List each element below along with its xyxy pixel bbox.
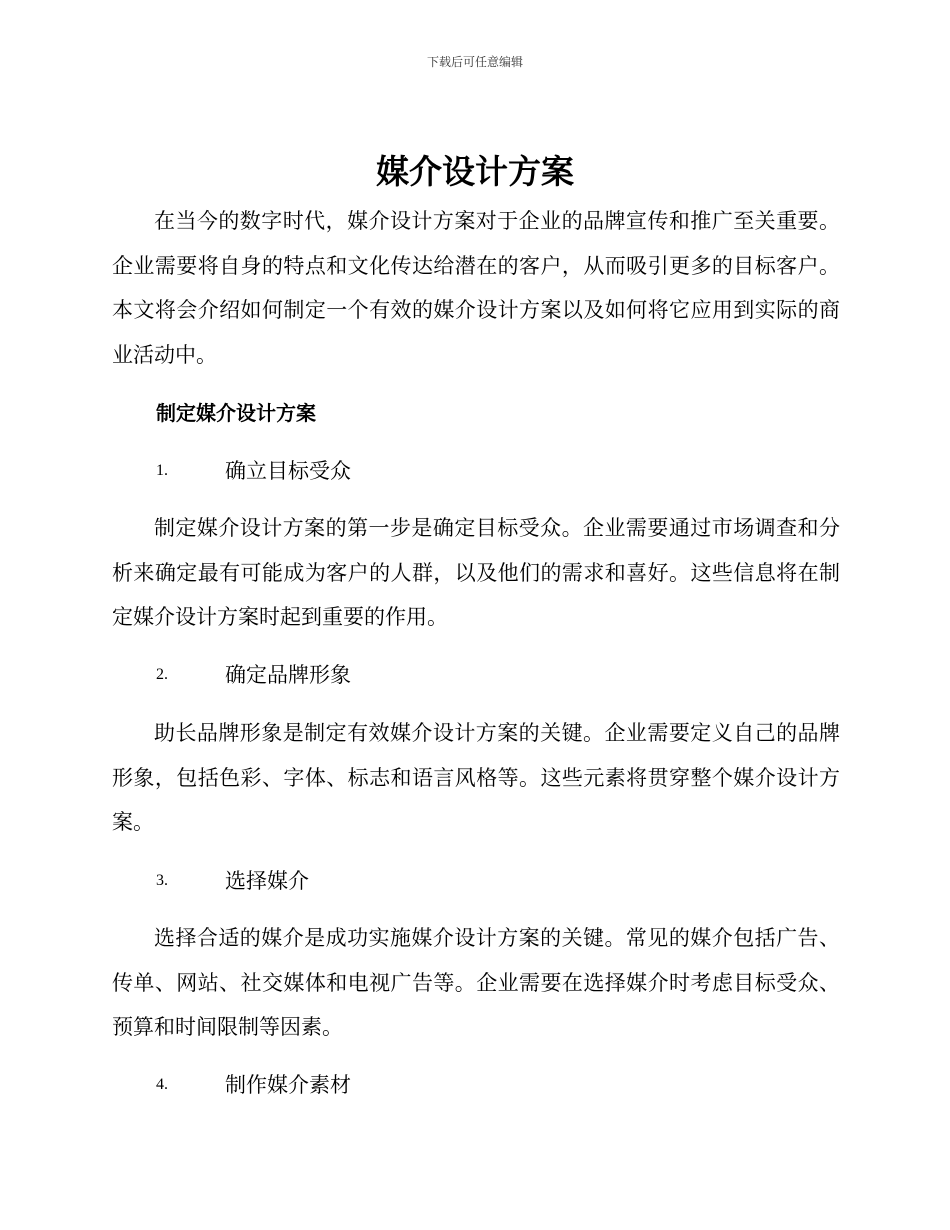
step-number: 1.	[156, 462, 168, 479]
document-title: 媒介设计方案	[376, 152, 574, 191]
step-label: 确定品牌形象	[225, 663, 351, 687]
step-label: 确立目标受众	[225, 459, 351, 483]
step-2-paragraph: 助长品牌形象是制定有效媒介设计方案的关键。企业需要定义自己的品牌形象，包括色彩、字体、标志和语言风格等。这些元素将贯穿整个媒介设计方案。	[112, 721, 840, 834]
step-number: 4.	[156, 1076, 168, 1093]
page-header-note: 下载后可任意编辑	[426, 55, 523, 69]
step-number: 2.	[156, 666, 168, 683]
step-number: 3.	[156, 872, 168, 889]
step-label: 制作媒介素材	[225, 1073, 351, 1097]
intro-paragraph: 在当今的数字时代，媒介设计方案对于企业的品牌宣传和推广至关重要。企业需要将自身的特点和文化传达给潜在的客户，从而吸引更多的目标客户。本文将会介绍如何制定一个有效的媒介设计方案以及如何将它应用到实际的商业活动中。	[112, 209, 840, 367]
step-1-paragraph: 制定媒介设计方案的第一步是确定目标受众。企业需要通过市场调查和分析来确定最有可能成为客户的人群，以及他们的需求和喜好。这些信息将在制定媒介设计方案时起到重要的作用。	[112, 516, 840, 629]
section-heading: 制定媒介设计方案	[156, 401, 316, 425]
step-3-paragraph: 选择合适的媒介是成功实施媒介设计方案的关键。常见的媒介包括广告、传单、网站、社交媒体和电视广告等。企业需要在选择媒介时考虑目标受众、预算和时间限制等因素。	[112, 926, 840, 1039]
step-label: 选择媒介	[225, 869, 309, 893]
